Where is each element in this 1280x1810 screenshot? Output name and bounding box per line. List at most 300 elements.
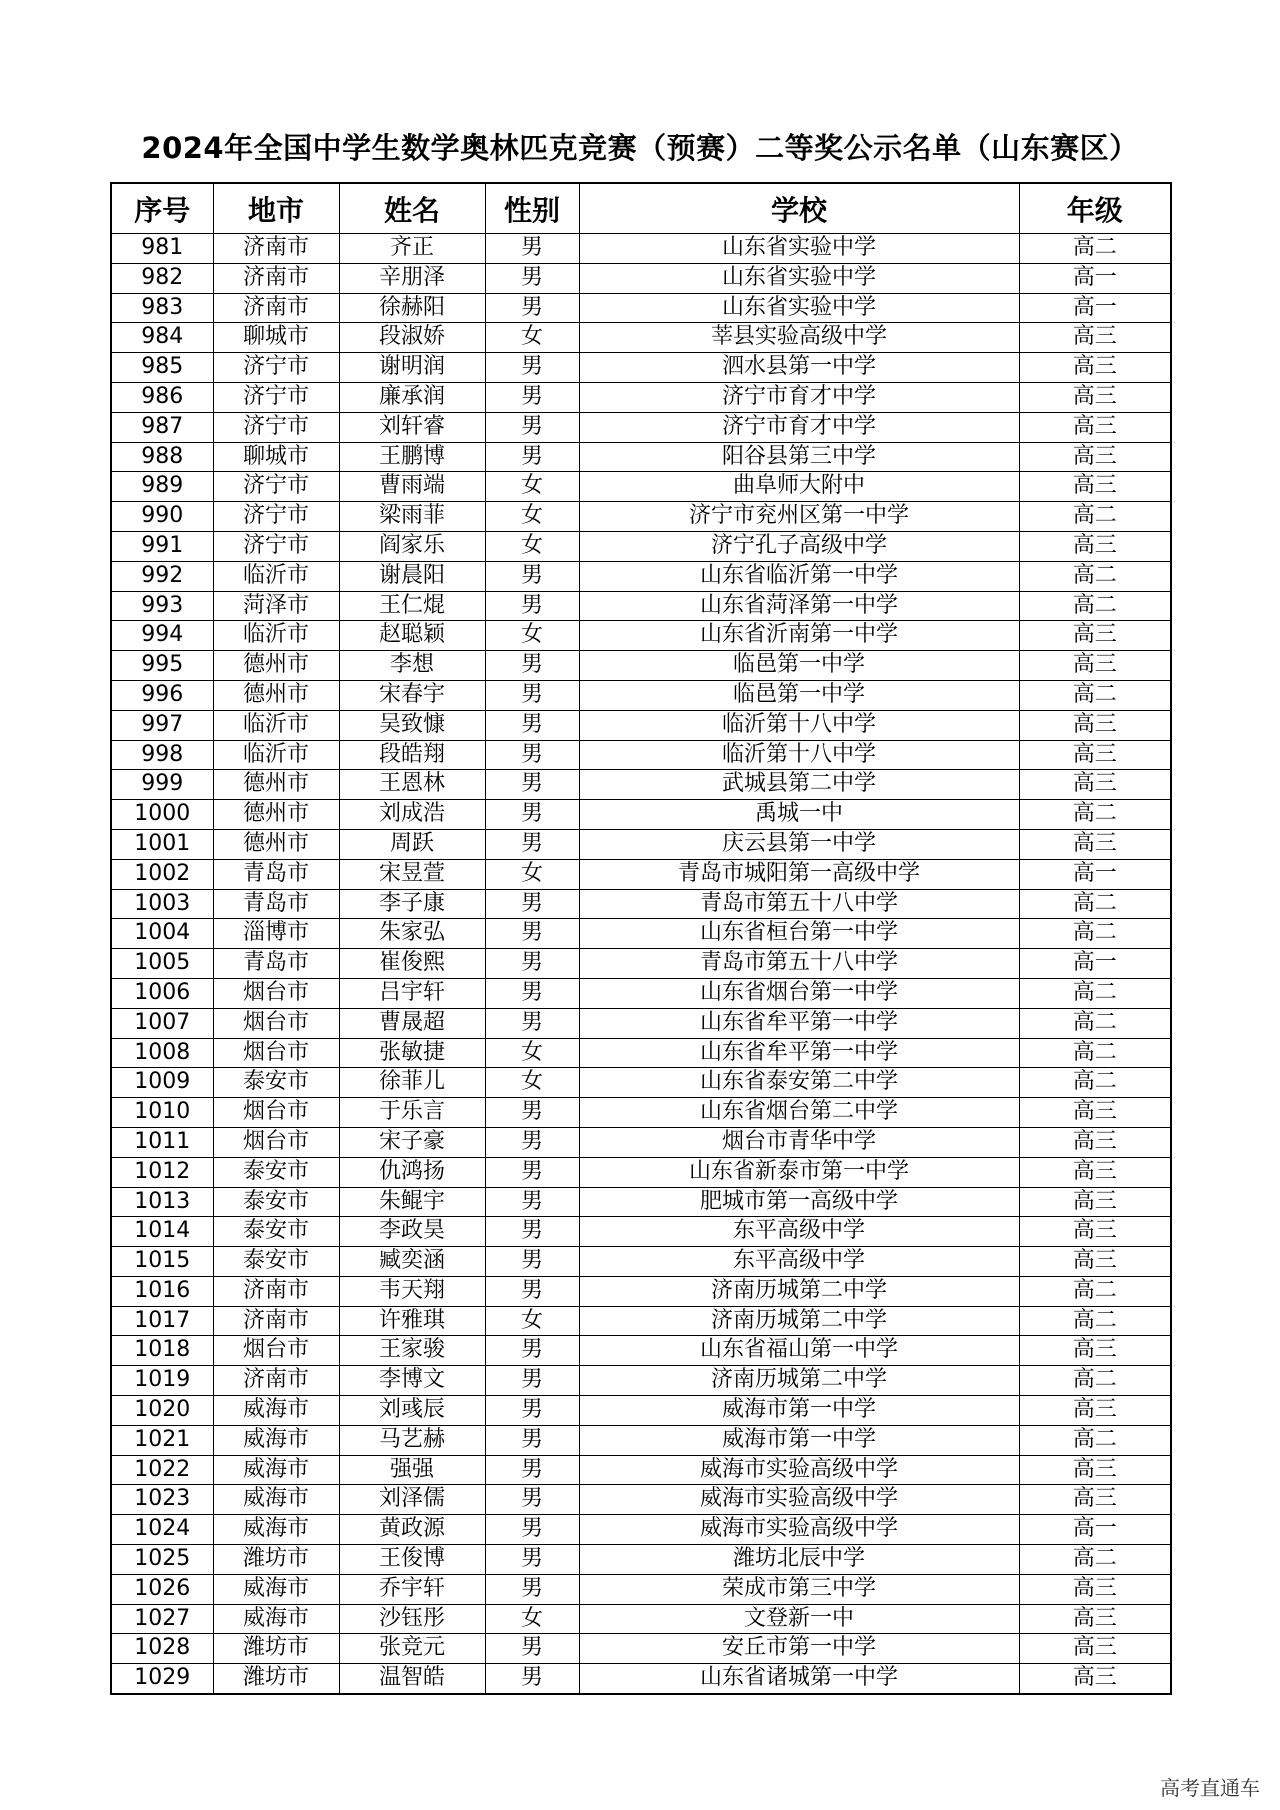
gender-cell: 女 [485,621,579,651]
name-cell: 仇鸿扬 [339,1157,485,1187]
gender-cell: 男 [485,1366,579,1396]
grade-cell: 高二 [1019,1306,1171,1336]
name-cell: 王家骏 [339,1336,485,1366]
index-cell: 1025 [111,1545,213,1575]
name-cell: 谢晨阳 [339,561,485,591]
grade-cell: 高二 [1019,1276,1171,1306]
gender-cell: 男 [485,1425,579,1455]
city-cell: 济宁市 [213,472,339,502]
school-cell: 威海市第一中学 [579,1425,1019,1455]
grade-cell: 高三 [1019,1664,1171,1694]
city-cell: 聊城市 [213,442,339,472]
gender-cell: 女 [485,531,579,561]
school-cell: 威海市实验高级中学 [579,1455,1019,1485]
name-cell: 梁雨菲 [339,502,485,532]
gender-cell: 男 [485,382,579,412]
gender-cell: 男 [485,1515,579,1545]
index-cell: 1008 [111,1038,213,1068]
name-cell: 宋昱萱 [339,859,485,889]
city-cell: 烟台市 [213,1098,339,1128]
gender-cell: 男 [485,800,579,830]
city-cell: 德州市 [213,680,339,710]
table-row [111,1098,1171,1128]
name-cell: 周跃 [339,829,485,859]
header-school: 学校 [579,183,1019,234]
city-cell: 威海市 [213,1396,339,1426]
city-cell: 济宁市 [213,502,339,532]
city-cell: 威海市 [213,1515,339,1545]
name-cell: 李想 [339,651,485,681]
school-cell: 山东省新泰市第一中学 [579,1157,1019,1187]
city-cell: 烟台市 [213,1038,339,1068]
city-cell: 济南市 [213,234,339,264]
city-cell: 泰安市 [213,1187,339,1217]
name-cell: 朱鲲宇 [339,1187,485,1217]
school-cell: 山东省桓台第一中学 [579,919,1019,949]
table-row [111,1008,1171,1038]
index-cell: 1027 [111,1604,213,1634]
city-cell: 烟台市 [213,1336,339,1366]
table-header-row [111,183,1171,234]
gender-cell: 男 [485,263,579,293]
grade-cell: 高三 [1019,531,1171,561]
school-cell: 东平高级中学 [579,1247,1019,1277]
gender-cell: 女 [485,1068,579,1098]
name-cell: 崔俊熙 [339,949,485,979]
index-cell: 1001 [111,829,213,859]
table-row [111,1366,1171,1396]
table-row [111,1515,1171,1545]
table-row [111,323,1171,353]
grade-cell: 高三 [1019,412,1171,442]
name-cell: 于乐言 [339,1098,485,1128]
grade-cell: 高二 [1019,234,1171,264]
grade-cell: 高三 [1019,710,1171,740]
name-cell: 韦天翔 [339,1276,485,1306]
index-cell: 1013 [111,1187,213,1217]
city-cell: 烟台市 [213,978,339,1008]
name-cell: 马艺赫 [339,1425,485,1455]
gender-cell: 男 [485,651,579,681]
city-cell: 德州市 [213,651,339,681]
name-cell: 温智皓 [339,1664,485,1694]
grade-cell: 高三 [1019,621,1171,651]
gender-cell: 女 [485,502,579,532]
city-cell: 济南市 [213,263,339,293]
city-cell: 威海市 [213,1425,339,1455]
table-row [111,651,1171,681]
table-row [111,829,1171,859]
table-row [111,1455,1171,1485]
gender-cell: 男 [485,1634,579,1664]
table-row [111,353,1171,383]
table-row [111,800,1171,830]
city-cell: 菏泽市 [213,591,339,621]
table-row [111,1217,1171,1247]
table-row [111,1664,1171,1694]
school-cell: 烟台市青华中学 [579,1127,1019,1157]
table-row [111,412,1171,442]
school-cell: 威海市实验高级中学 [579,1515,1019,1545]
grade-cell: 高二 [1019,591,1171,621]
gender-cell: 男 [485,1545,579,1575]
index-cell: 995 [111,651,213,681]
gender-cell: 男 [485,1336,579,1366]
gender-cell: 男 [485,770,579,800]
table-row [111,293,1171,323]
grade-cell: 高三 [1019,1336,1171,1366]
school-cell: 临邑第一中学 [579,680,1019,710]
school-cell: 潍坊北辰中学 [579,1545,1019,1575]
grade-cell: 高三 [1019,1574,1171,1604]
index-cell: 1010 [111,1098,213,1128]
city-cell: 济宁市 [213,531,339,561]
name-cell: 谢明润 [339,353,485,383]
index-cell: 1028 [111,1634,213,1664]
grade-cell: 高三 [1019,770,1171,800]
grade-cell: 高一 [1019,263,1171,293]
index-cell: 1029 [111,1664,213,1694]
city-cell: 潍坊市 [213,1545,339,1575]
name-cell: 臧奕涵 [339,1247,485,1277]
index-cell: 998 [111,740,213,770]
school-cell: 庆云县第一中学 [579,829,1019,859]
city-cell: 济南市 [213,293,339,323]
city-cell: 德州市 [213,829,339,859]
school-cell: 济宁市育才中学 [579,412,1019,442]
header-name: 姓名 [339,183,485,234]
school-cell: 东平高级中学 [579,1217,1019,1247]
grade-cell: 高三 [1019,1127,1171,1157]
name-cell: 李博文 [339,1366,485,1396]
grade-cell: 高三 [1019,1455,1171,1485]
school-cell: 青岛市第五十八中学 [579,889,1019,919]
grade-cell: 高三 [1019,1247,1171,1277]
grade-cell: 高二 [1019,1545,1171,1575]
table-body [111,234,1171,1695]
gender-cell: 男 [485,740,579,770]
header-gender: 性别 [485,183,579,234]
name-cell: 曹晟超 [339,1008,485,1038]
school-cell: 文登新一中 [579,1604,1019,1634]
gender-cell: 男 [485,353,579,383]
name-cell: 李政昊 [339,1217,485,1247]
gender-cell: 男 [485,1008,579,1038]
city-cell: 济南市 [213,1276,339,1306]
table-row [111,770,1171,800]
name-cell: 刘彧辰 [339,1396,485,1426]
table-row [111,621,1171,651]
school-cell: 临邑第一中学 [579,651,1019,681]
city-cell: 潍坊市 [213,1634,339,1664]
school-cell: 济南历城第二中学 [579,1366,1019,1396]
grade-cell: 高三 [1019,1604,1171,1634]
grade-cell: 高三 [1019,323,1171,353]
table-row [111,740,1171,770]
school-cell: 济宁市育才中学 [579,382,1019,412]
grade-cell: 高三 [1019,740,1171,770]
grade-cell: 高三 [1019,651,1171,681]
school-cell: 山东省牟平第一中学 [579,1008,1019,1038]
name-cell: 强强 [339,1455,485,1485]
index-cell: 1018 [111,1336,213,1366]
table-row [111,502,1171,532]
table-row [111,234,1171,264]
city-cell: 淄博市 [213,919,339,949]
gender-cell: 男 [485,442,579,472]
table-row [111,1396,1171,1426]
school-cell: 山东省烟台第一中学 [579,978,1019,1008]
city-cell: 烟台市 [213,1008,339,1038]
school-cell: 山东省临沂第一中学 [579,561,1019,591]
grade-cell: 高二 [1019,502,1171,532]
school-cell: 荣成市第三中学 [579,1574,1019,1604]
grade-cell: 高二 [1019,1425,1171,1455]
school-cell: 山东省泰安第二中学 [579,1068,1019,1098]
index-cell: 1023 [111,1485,213,1515]
table-row [111,1634,1171,1664]
school-cell: 威海市第一中学 [579,1396,1019,1426]
name-cell: 赵聪颖 [339,621,485,651]
school-cell: 曲阜师大附中 [579,472,1019,502]
school-cell: 济宁市兖州区第一中学 [579,502,1019,532]
table-row [111,1574,1171,1604]
grade-cell: 高一 [1019,1515,1171,1545]
grade-cell: 高二 [1019,889,1171,919]
school-cell: 禹城一中 [579,800,1019,830]
school-cell: 山东省诸城第一中学 [579,1664,1019,1694]
table-row [111,1306,1171,1336]
table-row [111,1247,1171,1277]
index-cell: 1005 [111,949,213,979]
index-cell: 984 [111,323,213,353]
gender-cell: 男 [485,234,579,264]
table-row [111,531,1171,561]
index-cell: 1007 [111,1008,213,1038]
grade-cell: 高一 [1019,293,1171,323]
school-cell: 临沂第十八中学 [579,740,1019,770]
gender-cell: 男 [485,1396,579,1426]
name-cell: 段皓翔 [339,740,485,770]
school-cell: 安丘市第一中学 [579,1634,1019,1664]
grade-cell: 高三 [1019,1157,1171,1187]
gender-cell: 男 [485,1455,579,1485]
table-row [111,1276,1171,1306]
name-cell: 吕宇轩 [339,978,485,1008]
city-cell: 德州市 [213,800,339,830]
index-cell: 1021 [111,1425,213,1455]
gender-cell: 男 [485,1127,579,1157]
table-row [111,919,1171,949]
school-cell: 山东省牟平第一中学 [579,1038,1019,1068]
table-row [111,1157,1171,1187]
city-cell: 临沂市 [213,561,339,591]
gender-cell: 男 [485,1157,579,1187]
name-cell: 徐菲儿 [339,1068,485,1098]
gender-cell: 男 [485,591,579,621]
school-cell: 泗水县第一中学 [579,353,1019,383]
gender-cell: 女 [485,859,579,889]
name-cell: 刘泽儒 [339,1485,485,1515]
school-cell: 山东省实验中学 [579,234,1019,264]
gender-cell: 女 [485,323,579,353]
page-title: 2024年全国中学生数学奥林匹克竞赛（预赛）二等奖公示名单（山东赛区） [141,131,1139,165]
index-cell: 1004 [111,919,213,949]
name-cell: 段淑娇 [339,323,485,353]
index-cell: 993 [111,591,213,621]
index-cell: 989 [111,472,213,502]
gender-cell: 男 [485,1098,579,1128]
table-row [111,1127,1171,1157]
city-cell: 济宁市 [213,353,339,383]
index-cell: 996 [111,680,213,710]
index-cell: 990 [111,502,213,532]
grade-cell: 高三 [1019,353,1171,383]
index-cell: 1006 [111,978,213,1008]
header-grade: 年级 [1019,183,1171,234]
school-cell: 青岛市第五十八中学 [579,949,1019,979]
city-cell: 临沂市 [213,710,339,740]
grade-cell: 高二 [1019,680,1171,710]
header-city: 地市 [213,183,339,234]
name-cell: 宋春宇 [339,680,485,710]
city-cell: 济宁市 [213,412,339,442]
school-cell: 济南历城第二中学 [579,1276,1019,1306]
gender-cell: 男 [485,889,579,919]
table-row [111,949,1171,979]
school-cell: 肥城市第一高级中学 [579,1187,1019,1217]
city-cell: 青岛市 [213,889,339,919]
gender-cell: 男 [485,1276,579,1306]
gender-cell: 男 [485,829,579,859]
index-cell: 1016 [111,1276,213,1306]
grade-cell: 高三 [1019,382,1171,412]
index-cell: 991 [111,531,213,561]
name-cell: 廉承润 [339,382,485,412]
school-cell: 山东省烟台第二中学 [579,1098,1019,1128]
index-cell: 992 [111,561,213,591]
index-cell: 1015 [111,1247,213,1277]
index-cell: 1002 [111,859,213,889]
school-cell: 阳谷县第三中学 [579,442,1019,472]
index-cell: 1024 [111,1515,213,1545]
city-cell: 潍坊市 [213,1664,339,1694]
watermark: 高考直通车 [1160,1776,1260,1800]
index-cell: 1020 [111,1396,213,1426]
city-cell: 泰安市 [213,1157,339,1187]
grade-cell: 高二 [1019,800,1171,830]
gender-cell: 女 [485,1604,579,1634]
city-cell: 威海市 [213,1604,339,1634]
name-cell: 王鹏博 [339,442,485,472]
index-cell: 999 [111,770,213,800]
index-cell: 1011 [111,1127,213,1157]
name-cell: 张竞元 [339,1634,485,1664]
city-cell: 聊城市 [213,323,339,353]
table-row [111,978,1171,1008]
city-cell: 济宁市 [213,382,339,412]
grade-cell: 高二 [1019,919,1171,949]
index-cell: 1012 [111,1157,213,1187]
name-cell: 王仁焜 [339,591,485,621]
name-cell: 乔宇轩 [339,1574,485,1604]
table-row [111,1485,1171,1515]
table-row [111,710,1171,740]
grade-cell: 高三 [1019,829,1171,859]
table-row [111,1545,1171,1575]
school-cell: 莘县实验高级中学 [579,323,1019,353]
award-table [110,182,1172,1695]
grade-cell: 高三 [1019,1187,1171,1217]
grade-cell: 高三 [1019,442,1171,472]
header-index: 序号 [111,183,213,234]
table-row [111,382,1171,412]
name-cell: 沙钰彤 [339,1604,485,1634]
index-cell: 982 [111,263,213,293]
school-cell: 山东省实验中学 [579,263,1019,293]
index-cell: 1019 [111,1366,213,1396]
grade-cell: 高二 [1019,1008,1171,1038]
grade-cell: 高三 [1019,472,1171,502]
index-cell: 1000 [111,800,213,830]
name-cell: 王俊博 [339,1545,485,1575]
table-row [111,561,1171,591]
index-cell: 1026 [111,1574,213,1604]
name-cell: 刘成浩 [339,800,485,830]
table-row [111,1038,1171,1068]
school-cell: 青岛市城阳第一高级中学 [579,859,1019,889]
grade-cell: 高一 [1019,949,1171,979]
city-cell: 青岛市 [213,859,339,889]
index-cell: 981 [111,234,213,264]
school-cell: 山东省实验中学 [579,293,1019,323]
table-row [111,1068,1171,1098]
table-row [111,859,1171,889]
grade-cell: 高三 [1019,1485,1171,1515]
grade-cell: 高一 [1019,859,1171,889]
name-cell: 吴致慷 [339,710,485,740]
name-cell: 曹雨端 [339,472,485,502]
grade-cell: 高三 [1019,1634,1171,1664]
gender-cell: 男 [485,561,579,591]
gender-cell: 男 [485,1485,579,1515]
grade-cell: 高二 [1019,1068,1171,1098]
city-cell: 泰安市 [213,1217,339,1247]
city-cell: 威海市 [213,1485,339,1515]
index-cell: 1003 [111,889,213,919]
name-cell: 朱家弘 [339,919,485,949]
index-cell: 1017 [111,1306,213,1336]
index-cell: 988 [111,442,213,472]
city-cell: 临沂市 [213,740,339,770]
grade-cell: 高二 [1019,1038,1171,1068]
table-row [111,1336,1171,1366]
name-cell: 张敏捷 [339,1038,485,1068]
name-cell: 李子康 [339,889,485,919]
city-cell: 威海市 [213,1455,339,1485]
gender-cell: 男 [485,978,579,1008]
gender-cell: 男 [485,412,579,442]
table-row [111,1187,1171,1217]
name-cell: 宋子豪 [339,1127,485,1157]
name-cell: 许雅琪 [339,1306,485,1336]
name-cell: 徐赫阳 [339,293,485,323]
table-row [111,442,1171,472]
gender-cell: 男 [485,919,579,949]
gender-cell: 男 [485,1574,579,1604]
name-cell: 阎家乐 [339,531,485,561]
index-cell: 1014 [111,1217,213,1247]
